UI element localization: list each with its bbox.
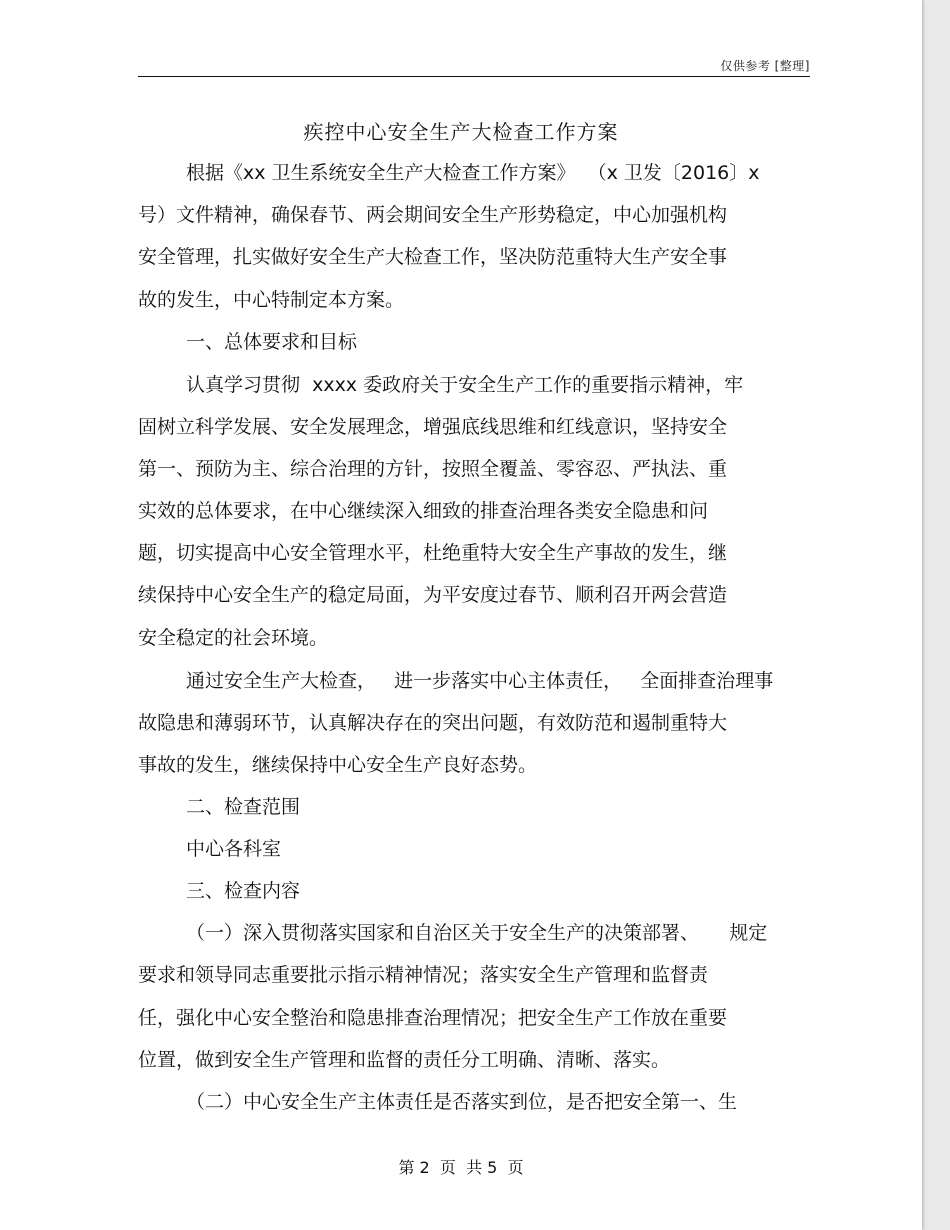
page-footer: 第 2 页 共 5 页	[398, 1158, 524, 1177]
body-line: 号）文件精神，确保春节、两会期间安全生产形势稳定，中心加强机构	[138, 204, 728, 226]
body-line: （二）中心安全生产主体责任是否落实到位，是否把安全第一、生	[186, 1091, 738, 1113]
body-line: 中心各科室	[186, 838, 282, 860]
section-heading: 一、总体要求和目标	[186, 331, 358, 353]
body-line: 根据《xx 卫生系统安全生产大检查工作方案》 （x 卫发〔2016〕x	[186, 162, 760, 184]
body-line: 续保持中心安全生产的稳定局面，为平安度过春节、顺利召开两会营造	[138, 584, 728, 606]
body-line: 事故的发生，继续保持中心安全生产良好态势。	[138, 754, 538, 776]
body-line: 固树立科学发展、安全发展理念，增强底线思维和红线意识，坚持安全	[138, 416, 728, 438]
section-heading: 二、检查范围	[186, 796, 301, 818]
body-line: 要求和领导同志重要批示指示精神情况；落实安全生产管理和监督责	[138, 964, 709, 986]
section-heading: 三、检查内容	[186, 880, 301, 902]
page-header: 仅供参考 [整理]	[720, 59, 810, 73]
body-line: （一）深入贯彻落实国家和自治区关于安全生产的决策部署、 规定	[186, 922, 768, 944]
body-line: 第一、预防为主、综合治理的方针，按照全覆盖、零容忍、严执法、重	[138, 458, 728, 480]
body-line: 故的发生，中心特制定本方案。	[138, 289, 405, 311]
body-line: 实效的总体要求，在中心继续深入细致的排查治理各类安全隐患和问	[138, 500, 709, 522]
body-line: 安全稳定的社会环境。	[138, 627, 329, 649]
body-line: 认真学习贯彻 xxxx 委政府关于安全生产工作的重要指示精神，牢	[186, 374, 744, 396]
body-line: 任，强化中心安全整治和隐患排查治理情况；把安全生产工作放在重要	[138, 1007, 728, 1029]
body-line: 通过安全生产大检查， 进一步落实中心主体责任， 全面排查治理事	[186, 670, 774, 692]
document-title: 疾控中心安全生产大检查工作方案	[303, 120, 619, 144]
body-line: 题，切实提高中心安全管理水平，杜绝重特大安全生产事故的发生，继	[138, 542, 728, 564]
body-line: 安全管理，扎实做好安全生产大检查工作，坚决防范重特大生产安全事	[138, 246, 728, 268]
body-line: 故隐患和薄弱环节，认真解决存在的突出问题，有效防范和遏制重特大	[138, 712, 728, 734]
body-line: 位置，做到安全生产管理和监督的责任分工明确、清晰、落实。	[138, 1049, 671, 1071]
header-divider	[138, 76, 810, 77]
